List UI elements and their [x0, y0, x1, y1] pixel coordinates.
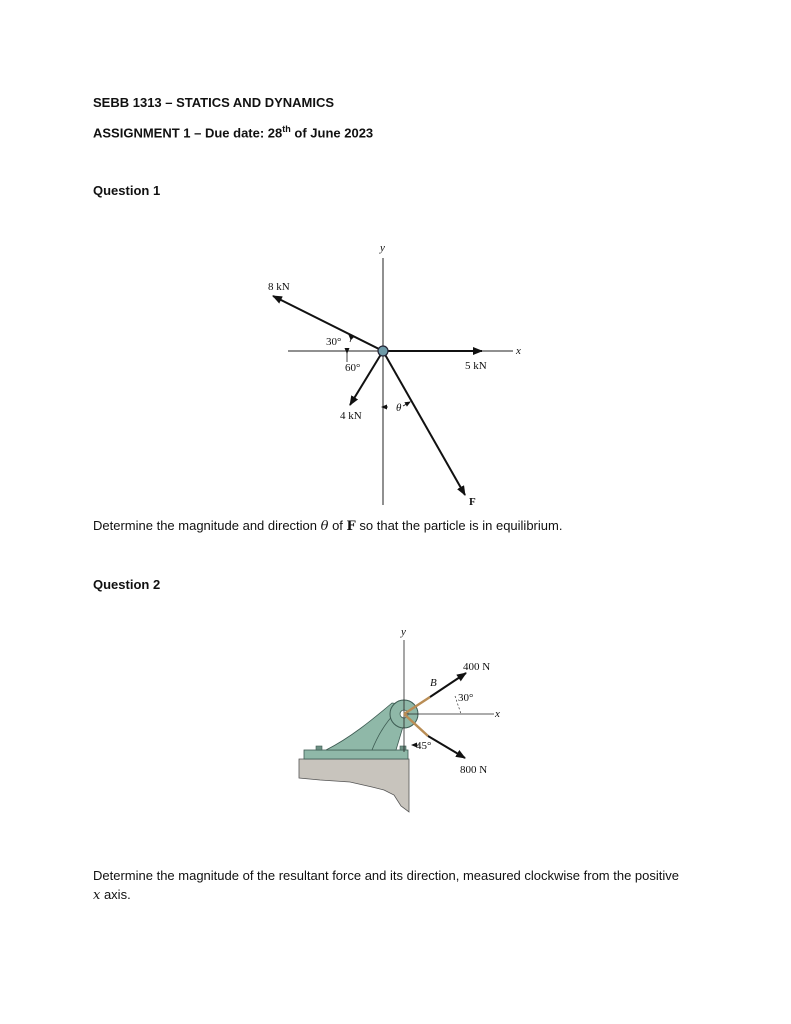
question-1-text: Determine the magnitude and direction θ of F so that the particle is in equilibrium.	[93, 518, 563, 534]
course-title: SEBB 1313 – STATICS AND DYNAMICS	[93, 95, 335, 110]
q2-x-label: x	[495, 708, 500, 720]
assignment-title: ASSIGNMENT 1 – Due date: 28th of June 2023	[93, 124, 374, 141]
q2-y-label: y	[401, 626, 406, 638]
q1-y-label: y	[380, 242, 385, 254]
q2-bolt-right	[400, 746, 406, 750]
q2-base-plate	[304, 750, 408, 759]
q2-label-angle-30: 30°	[458, 692, 474, 704]
question-2-text-line-1: Determine the magnitude of the resultant force and its direction, measured clockwise from the positive	[93, 868, 680, 883]
q1-label-4kN: 4 kN	[340, 410, 362, 422]
question-2-text-line-2: x axis.	[93, 887, 131, 903]
q2-label-400N: 400 N	[463, 661, 491, 673]
q2-force-800N-arrow	[428, 736, 465, 758]
q2-label-800N: 800 N	[460, 764, 488, 776]
q1-x-label: x	[516, 345, 521, 357]
q1-label-F: F	[469, 496, 476, 508]
q1-label-5kN: 5 kN	[465, 360, 487, 372]
q2-bolt-left	[316, 746, 322, 750]
q1-label-8kN: 8 kN	[268, 281, 290, 293]
q2-label-angle-45: 45°	[416, 740, 432, 752]
q2-label-B: B	[430, 677, 437, 689]
q2-ground	[299, 759, 409, 812]
q1-label-theta: θ	[396, 402, 402, 414]
question-1-heading: Question 1	[93, 183, 161, 198]
q1-label-angle-60: 60°	[345, 362, 361, 374]
question-2-heading: Question 2	[93, 577, 161, 592]
q1-label-angle-30: 30°	[326, 336, 342, 348]
